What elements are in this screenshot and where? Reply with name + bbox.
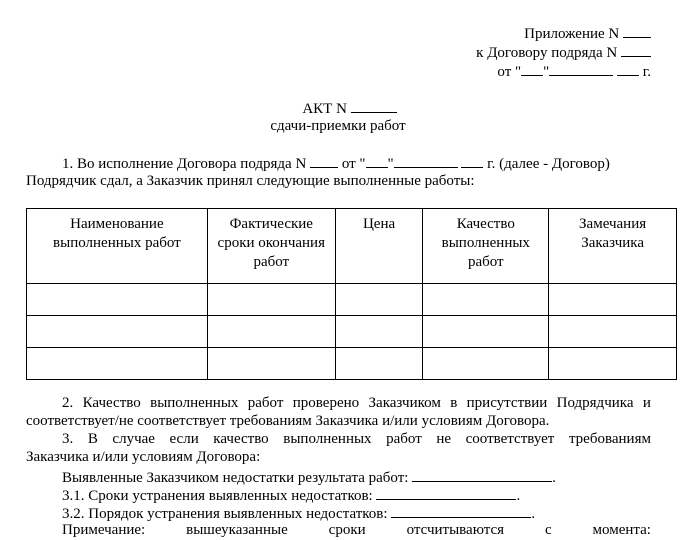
defects-line: Выявленные Заказчиком недостатки результата работ: . <box>62 467 556 488</box>
procedure-blank <box>391 503 531 518</box>
works-table <box>26 208 677 380</box>
col-header-price: Цена <box>335 209 423 284</box>
table-cell[interactable] <box>27 316 208 348</box>
table-cell[interactable] <box>549 348 677 380</box>
date-line: от " " г. <box>497 61 651 82</box>
col-header-customer-remarks: Замечания Заказчика <box>549 209 677 284</box>
table-cell[interactable] <box>549 316 677 348</box>
table-row <box>27 348 677 380</box>
table-cell[interactable] <box>423 284 549 316</box>
clause-1-line-1: 1. Во исполнение Договора подряда N от " " г. (далее - Договор) <box>62 153 610 174</box>
page-title: АКТ N <box>0 98 699 119</box>
table-cell[interactable] <box>207 316 335 348</box>
note-line: Примечание: вышеуказанные сроки отсчитываются с момента: <box>62 522 651 538</box>
table-cell[interactable] <box>335 284 423 316</box>
table-cell[interactable] <box>335 348 423 380</box>
table-cell[interactable] <box>27 348 208 380</box>
month-blank <box>394 153 458 168</box>
appendix-number-blank <box>623 23 651 38</box>
day-blank <box>521 61 543 76</box>
clause-1-line-2: Подрядчик сдал, а Заказчик принял следующие выполненные работы: <box>26 173 475 189</box>
contract-number-blank <box>310 153 338 168</box>
col-header-quality: Качество выполненных работ <box>423 209 549 284</box>
appendix-line: Приложение N <box>524 23 651 44</box>
page-subtitle: сдачи-приемки работ <box>270 118 406 134</box>
act-number-blank <box>351 98 397 113</box>
table-cell[interactable] <box>549 284 677 316</box>
table-cell[interactable] <box>207 284 335 316</box>
year-blank <box>461 153 483 168</box>
clause-2-line-2: соответствует/не соответствует требованиям Заказчика и/или условиям Договора. <box>26 413 550 429</box>
contract-line: к Договору подряда N <box>476 42 651 63</box>
day-blank <box>366 153 388 168</box>
table-cell[interactable] <box>27 284 208 316</box>
year-blank <box>617 61 639 76</box>
table-row <box>27 284 677 316</box>
clause-2-line-1: 2. Качество выполненных работ проверено Заказчиком в присутствии Подрядчика и <box>62 395 651 411</box>
clause-3-line-2: Заказчика и/или условиям Договора: <box>26 449 261 465</box>
deadline-blank <box>376 485 516 500</box>
table-cell[interactable] <box>207 348 335 380</box>
col-header-actual-dates: Фактические сроки окончания работ <box>207 209 335 284</box>
table-row <box>27 316 677 348</box>
table-cell[interactable] <box>423 348 549 380</box>
clause-3-line-1: 3. В случае если качество выполненных работ не соответствует требованиям <box>62 431 651 447</box>
table-cell[interactable] <box>423 316 549 348</box>
clause-3-2-line: 3.2. Порядок устранения выявленных недостатков: . <box>62 503 535 524</box>
clause-3-1-line: 3.1. Сроки устранения выявленных недостатков: . <box>62 485 520 506</box>
table-header-row <box>27 209 677 284</box>
defects-blank <box>412 467 552 482</box>
col-header-work-name: Наименование выполненных работ <box>27 209 208 284</box>
month-blank <box>549 61 613 76</box>
contract-number-blank <box>621 42 651 57</box>
table-cell[interactable] <box>335 316 423 348</box>
